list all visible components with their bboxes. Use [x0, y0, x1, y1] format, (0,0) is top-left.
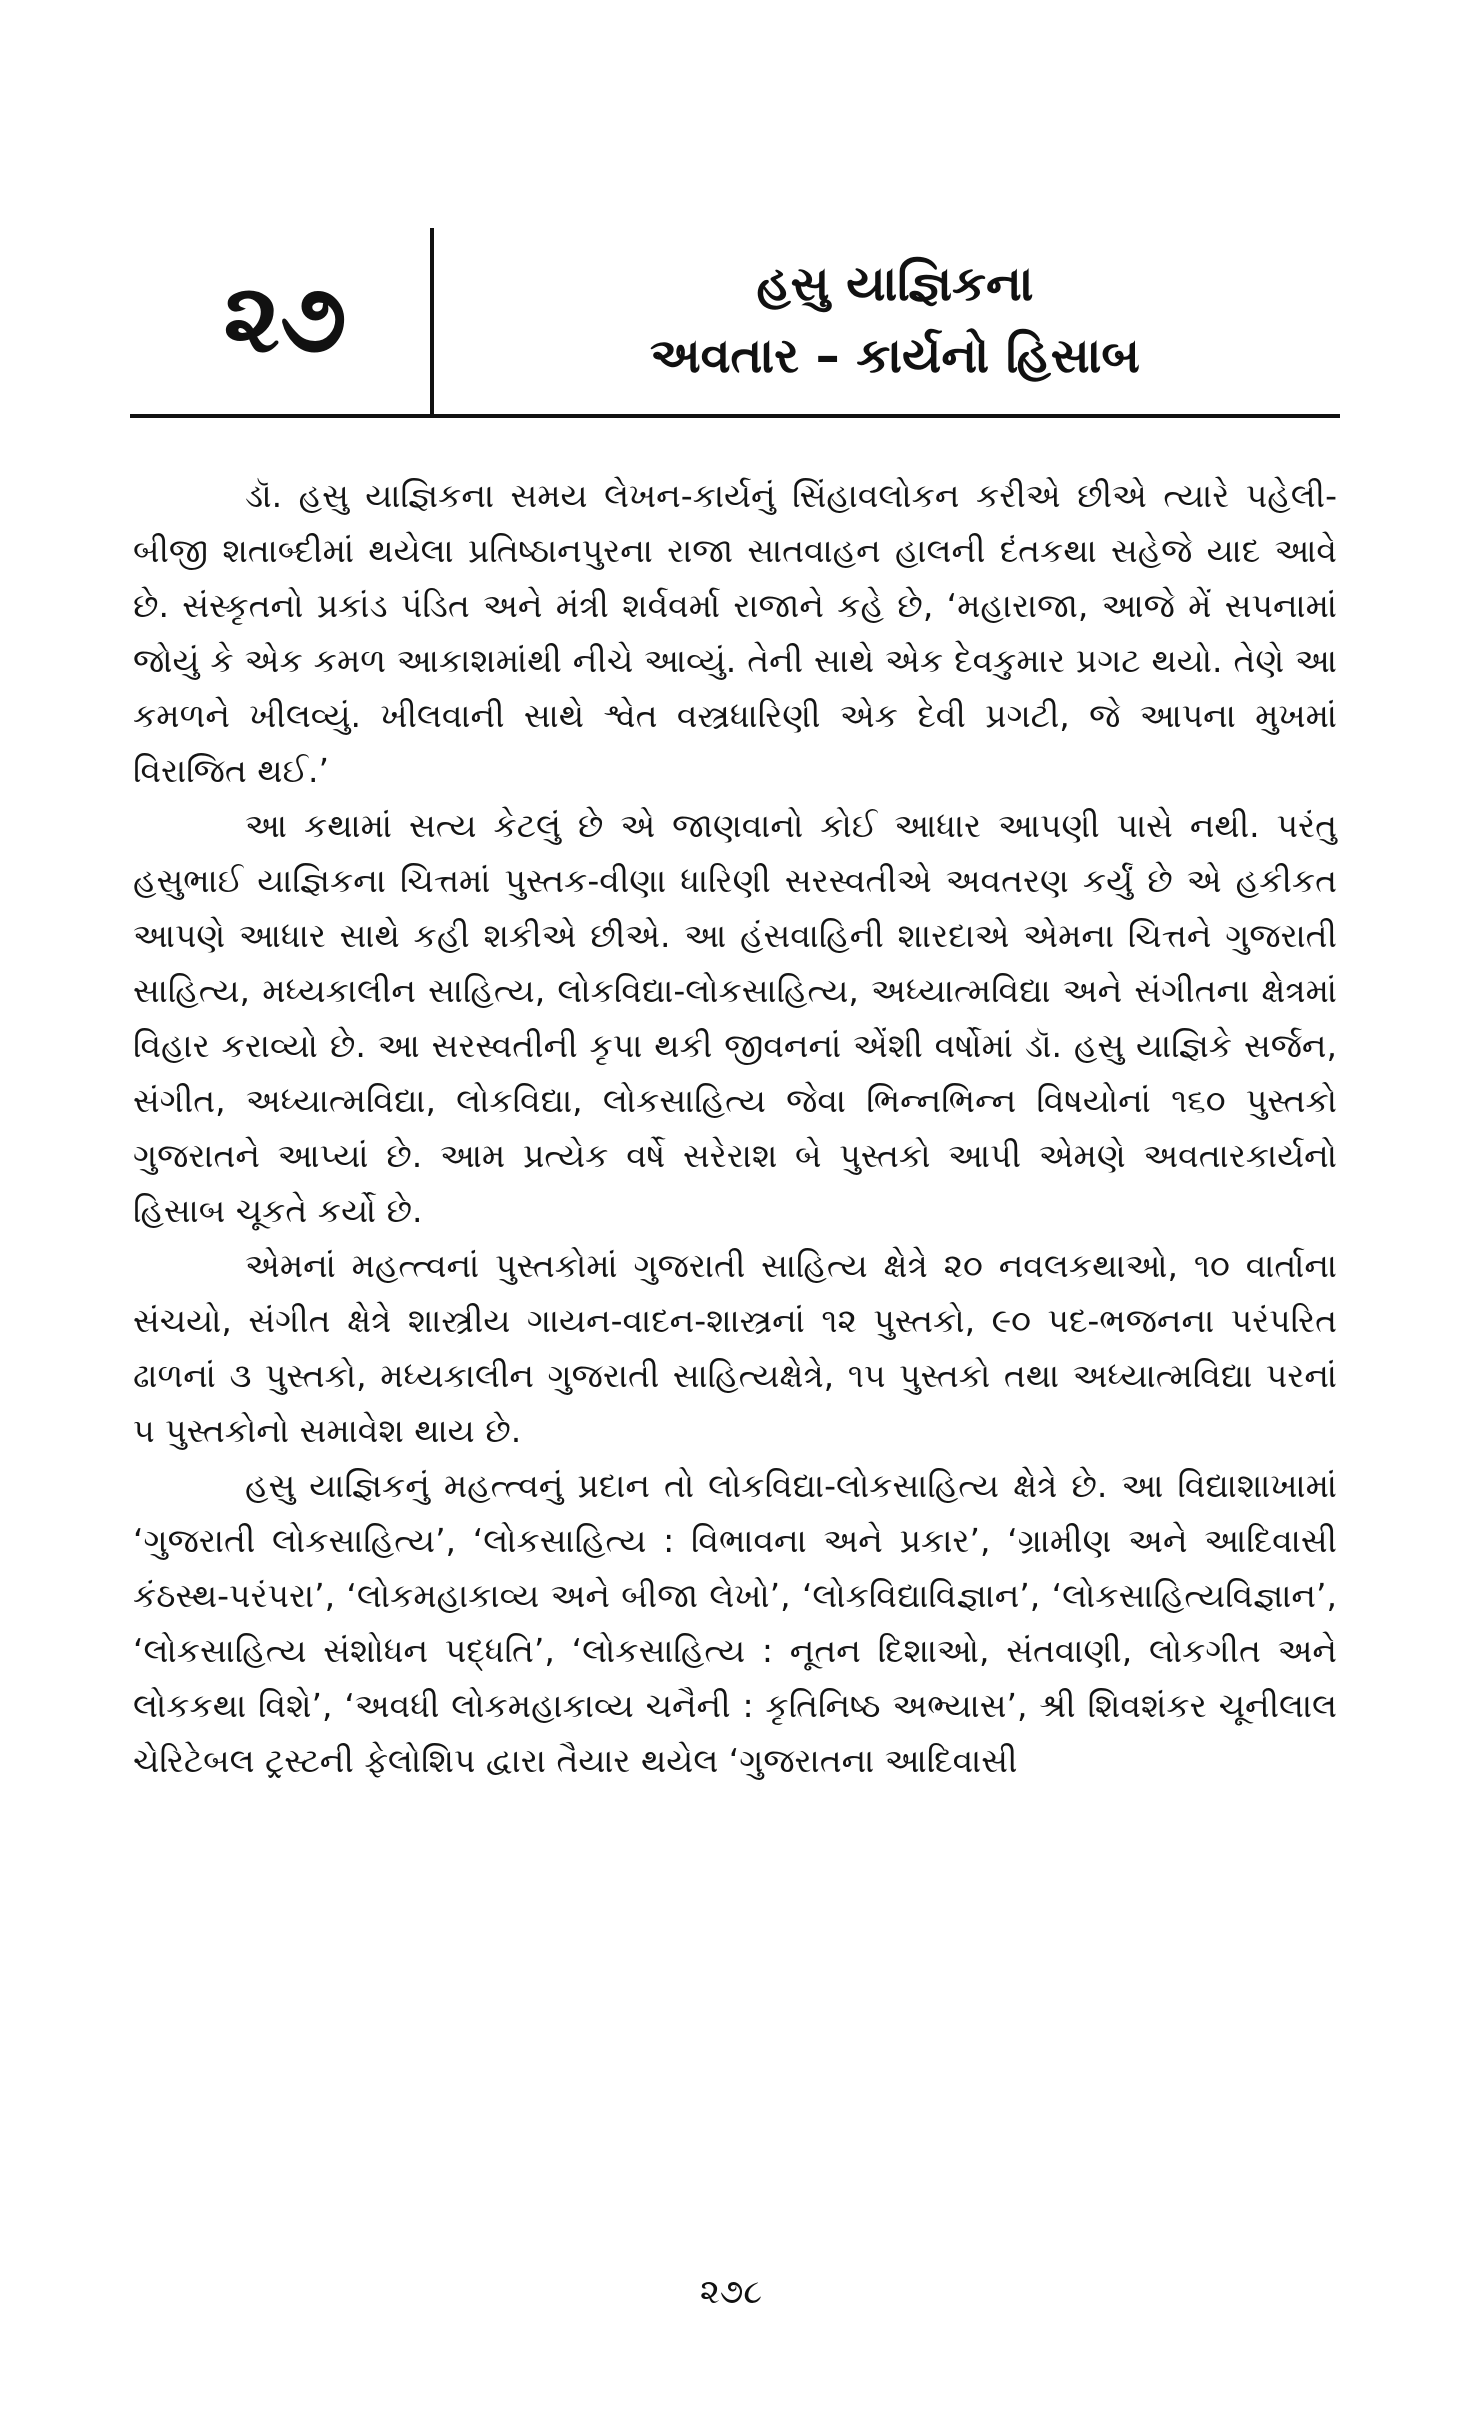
chapter-number: ૨૭ [223, 261, 347, 374]
header-rule [130, 414, 1340, 418]
page-number: ૨૭૮ [699, 2272, 763, 2312]
chapter-title-line-1: હસુ યાજ્ઞિકના [756, 256, 1034, 312]
paragraph: આ કથામાં સત્ય કેટલું છે એ જાણવાનો કોઈ આધાર આપણી પાસે નથી. પરંતુ હસુભાઈ યાજ્ઞિકના ચિત્તમાં પુસ્તક-વીણા ધારિણી સરસ્વતીએ અવતરણ કર્યું છે એ હકીકત આપણે આધાર સાથે કહી શકીએ છીએ. આ હંસવાહિની શારદાએ એમના ચિત્તને ગુજરાતી સાહિત્ય, મધ્યકાલીન સાહિત્ય, લોકવિદ્યા-લોકસાહિત્ય, અધ્યાત્મવિદ્યા અને સંગીતના ક્ષેત્રમાં વિહાર કરાવ્યો છે. આ સરસ્વતીની કૃપા થકી જીવનનાં એંશી વર્ષોમાં ડૉ. હસુ યાજ્ઞિકે સર્જન, સંગીત, અધ્યાત્મવિદ્યા, લોકવિદ્યા, લોકસાહિત્ય જેવા ભિન્નભિન્ન વિષયોનાં ૧૬૦ પુસ્તકો ગુજરાતને આપ્યાં છે. આમ પ્રત્યેક વર્ષે સરેરાશ બે પુસ્તકો આપી એમણે અવતારકાર્યનો હિસાબ ચૂકતે કર્યો છે. [133, 806, 1337, 1230]
chapter-title [450, 248, 1340, 392]
paragraph: ડૉ. હસુ યાજ્ઞિકના સમય લેખન-કાર્યનું સિંહાવલોકન કરીએ છીએ ત્યારે પહેલી-બીજી શતાબ્દીમાં થયેલા પ્રતિષ્ઠાનપુરના રાજા સાતવાહન હાલની દંતકથા સહેજે યાદ આવે છે. સંસ્કૃતનો પ્રકાંડ પંડિત અને મંત્રી શર્વવર્મા રાજાને કહે છે, ‘મહારાજા, આજે મેં સપનામાં જોયું કે એક કમળ આકાશમાંથી નીચે આવ્યું. તેની સાથે એક દેવકુમાર પ્રગટ થયો. તેણે આ કમળને ખીલવ્યું. ખીલવાની સાથે શ્વેત વસ્ત્રધારિણી એક દેવી પ્રગટી, જે આપના મુખમાં વિરાજિત થઈ.’ [133, 476, 1337, 790]
chapter-divider [430, 228, 434, 414]
chapter-title-line-2: અવતાર – કાર્યનો હિસાબ [650, 328, 1140, 384]
paragraph: હસુ યાજ્ઞિકનું મહત્ત્વનું પ્રદાન તો લોકવિદ્યા-લોકસાહિત્ય ક્ષેત્રે છે. આ વિદ્યાશાખામાં ‘ગુજરાતી લોકસાહિત્ય’, ‘લોકસાહિત્ય : વિભાવના અને પ્રકાર’, ‘ગ્રામીણ અને આદિવાસી કંઠસ્થ-પરંપરા’, ‘લોકમહાકાવ્ય અને બીજા લેખો’, ‘લોકવિદ્યાવિજ્ઞાન’, ‘લોકસાહિત્યવિજ્ઞાન’, ‘લોકસાહિત્ય સંશોધન પદ્ધતિ’, ‘લોકસાહિત્ય : નૂતન દિશાઓ, સંતવાણી, લોકગીત અને લોકકથા વિશે’, ‘અવધી લોકમહાકાવ્ય ચનૈની : કૃતિનિષ્ઠ અભ્યાસ’, શ્રી શિવશંકર ચૂનીલાલ ચેરિટેબલ ટ્રસ્ટની ફેલોશિપ દ્વારા તૈયાર થયેલ ‘ગુજરાતના આદિવાસી [133, 1466, 1337, 1780]
paragraph: એમનાં મહત્ત્વનાં પુસ્તકોમાં ગુજરાતી સાહિત્ય ક્ષેત્રે ૨૦ નવલકથાઓ, ૧૦ વાર્તાના સંચયો, સંગીત ક્ષેત્રે શાસ્ત્રીય ગાયન-વાદન-શાસ્ત્રનાં ૧૨ પુસ્તકો, ૯૦ પદ-ભજનના પરંપરિત ઢાળનાં ૩ પુસ્તકો, મધ્યકાલીન ગુજરાતી સાહિત્યક્ષેત્રે, ૧૫ પુસ્તકો તથા અધ્યાત્મવિદ્યા પરનાં ૫ પુસ્તકોનો સમાવેશ થાય છે. [133, 1246, 1337, 1450]
body-text [133, 468, 1337, 1788]
chapter-header [130, 228, 1340, 414]
